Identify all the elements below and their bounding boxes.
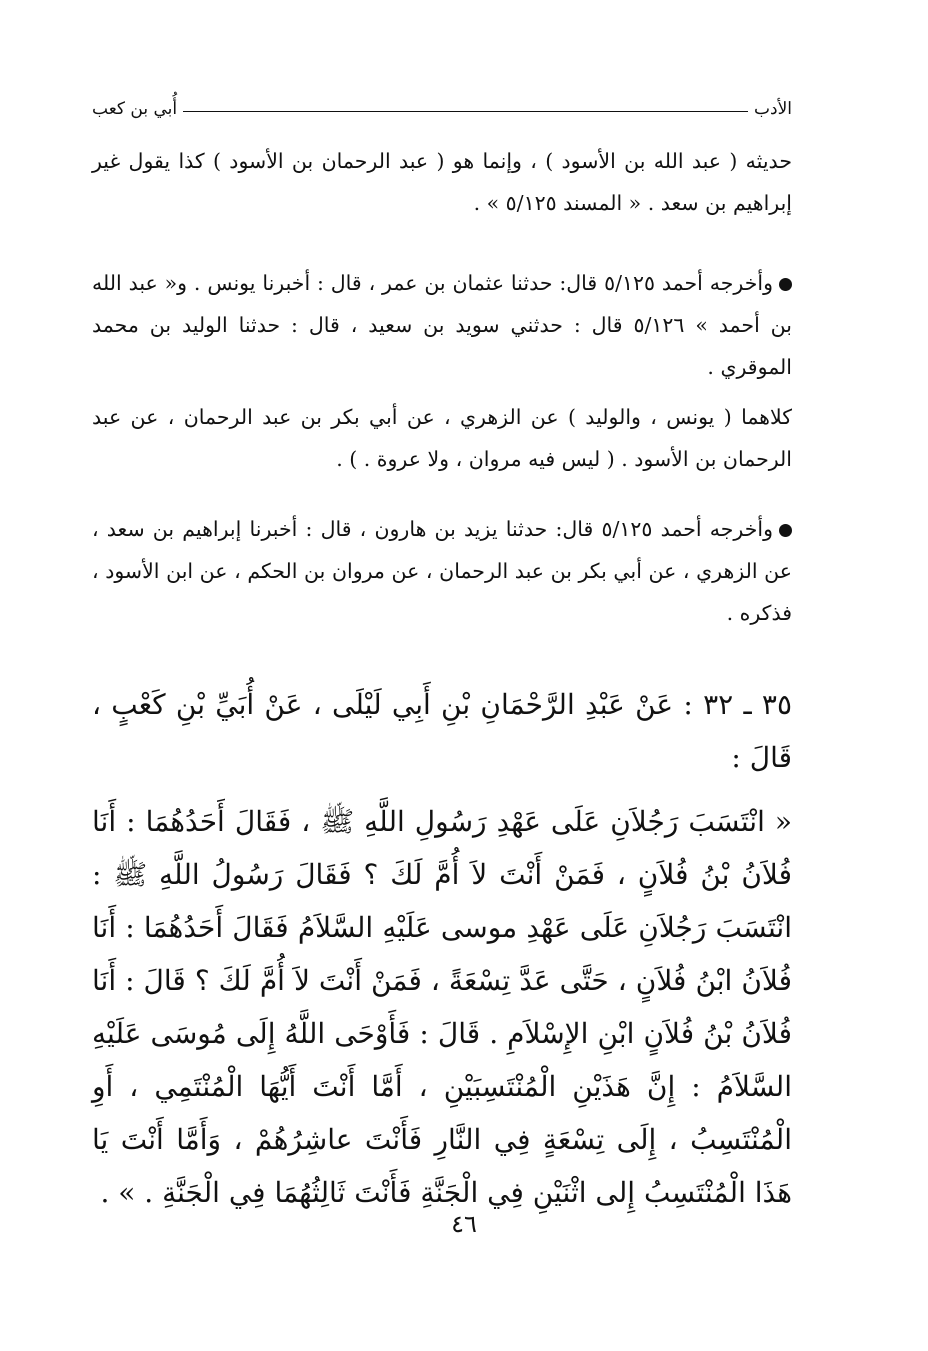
paragraph-ahmad-1 — [92, 262, 792, 388]
header-rule — [183, 111, 748, 112]
hadith-heading — [92, 678, 792, 784]
running-header — [92, 88, 792, 118]
paragraph-ahmad-2 — [92, 508, 792, 634]
page-number: ٤٦ — [451, 1210, 477, 1238]
paragraph-text: كلاهما ( يونس ، والوليد ) عن الزهري ، عن أبي بكر بن عبد الرحمان ، عن عبد الرحمان بن الأسود . ( ليس فيه مروان ، ولا عروة . ) . — [92, 405, 792, 471]
bullet-icon — [779, 524, 792, 537]
paragraph-text: حديثه ( عبد الله بن الأسود ) ، وإنما هو ( عبد الرحمان بن الأسود ) كذا يقول غير إبراهيم بن سعد . « المسند ٥/١٢٥ » . — [92, 149, 792, 215]
paragraph-both — [92, 396, 792, 480]
hadith-body — [92, 795, 792, 1219]
paragraph-text: وأخرجه أحمد ٥/١٢٥ قال: حدثنا عثمان بن عمر ، قال : أخبرنا يونس . و« عبد الله بن أحمد » ٥/١٢٦ قال : حدثني سويد بن سعيد ، قال : حدثنا الوليد بن محمد الموقري . — [92, 271, 792, 379]
hadith-text: « انْتَسَبَ رَجُلاَنِ عَلَى عَهْدِ رَسُولِ اللَّهِ ﷺ ، فَقَالَ أَحَدُهُمَا : أَنَا فُلاَنُ بْنُ فُلاَنٍ ، فَمَنْ أَنْتَ لاَ أُمَّ لَكَ ؟ فَقَالَ رَسُولُ اللَّهِ ﷺ : انْتَسَبَ رَجُلاَنِ عَلَى عَهْدِ موسى عَلَيْهِ السَّلاَمُ فَقَالَ أَحَدُهُمَا : أَنَا فُلاَنُ ابْنُ فُلاَنٍ ، حَتَّى عَدَّ تِسْعَةً ، فَمَنْ أَنْتَ لاَ أُمَّ لَكَ ؟ قَالَ : أَنَا فُلاَنُ بْنُ فُلاَنٍ ابْنِ الإِسْلاَمِ . قَالَ : فَأَوْحَى اللَّهُ إِلَى مُوسَى عَلَيْهِ السَّلاَمُ : إِنَّ هَذَيْنِ الْمُنْتَسِبَيْنِ ، أَمَّا أَنْتَ أَيُّهَا الْمُنْتَمِي ، أَوِ الْمُنْتَسِبُ ، إِلَى تِسْعَةٍ فِي النَّارِ فَأَنْتَ عاشِرُهُمْ ، وَأَمَّا أَنْتَ يَا هَذَا الْمُنْتَسِبُ إِلى اثْنَيْنِ فِي الْجَنَّةِ فَأَنْتَ ثَالِثُهُمَا فِي الْجَنَّةِ . » . — [92, 805, 792, 1209]
bullet-icon — [779, 278, 792, 291]
paragraph-text: وأخرجه أحمد ٥/١٢٥ قال: حدثنا يزيد بن هارون ، قال : أخبرنا إبراهيم بن سعد ، عن الزهري ، عن أبي بكر بن عبد الرحمان ، عن مروان بن الحكم ، عن ابن الأسود ، فذكره . — [92, 517, 792, 625]
paragraph-continuation — [92, 140, 792, 224]
hadith-heading-text: ٣٥ ـ ٣٢ : عَنْ عَبْدِ الرَّحْمَانِ بْنِ أَبِي لَيْلَى ، عَنْ أُبَيِّ بْنِ كَعْبٍ ، قَالَ : — [92, 688, 792, 774]
chapter-title: الأدب — [754, 99, 792, 119]
book-title: أُبي بن كعب — [92, 99, 178, 119]
